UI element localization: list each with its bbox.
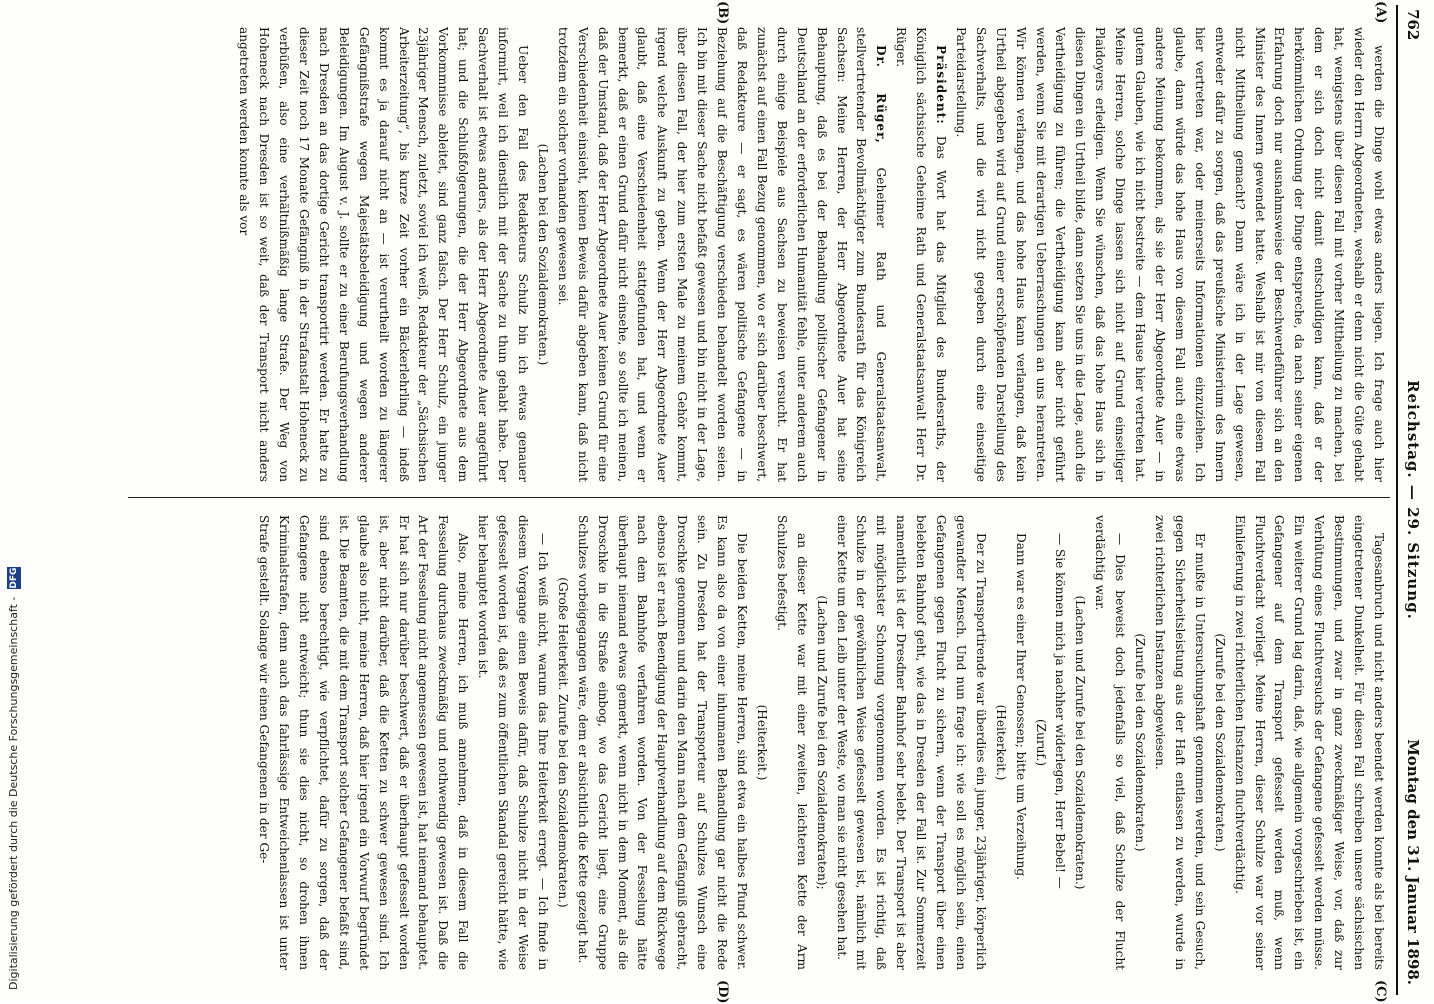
footer-line: [4, 30, 24, 990]
interjection: (Zuruf.): [1033, 718, 1048, 767]
margin-mark-c: (C): [1373, 980, 1388, 1003]
interjection: (Heiterkeit.): [993, 704, 1008, 781]
interjection: (Lachen und Zurufe bei den Sozialdemokraten.): [1073, 595, 1088, 890]
interjection: (Zurufe bei den Sozialdemokraten.): [1212, 633, 1227, 852]
text-paragraph: an dieser Kette war mit einer zweiten, leichteren Kette der Arm Schulzes befestigt.: [774, 515, 809, 970]
margin-mark-b: (B): [715, 1, 730, 25]
text-paragraph: Der zu Transportirende war überdies ein junger, 23jähriger, körperlich gewandter Mensch. Und nun frage ich: wie soll es möglich sein, einen Gefangenen gegen Flucht zu sichern, wenn der Transport über einen belebten Bahnhof geht, wie das in Dresden der Fall ist. Zur Sommerzeit namentlich ist der Dresdner Bahnhof sehr belebt. Der Transport ist aber mit möglichster Schonung vorgenommen worden. Es ist richtig, daß Schulze in der gewöhnlichen Weise gefesselt gewesen ist, nämlich mit einer Kette um den Leib unter der Weste, wo man sie nicht gesehen hat.: [834, 515, 988, 970]
interjection: (Zurufe bei den Sozialdemokraten.): [1133, 633, 1148, 852]
page-number: 762: [1404, 9, 1422, 41]
footer-text: Digitalisierung gefördert durch die Deutsche Forschungsgemeinschaft -: [7, 596, 20, 990]
interjection: (Lachen und Zurufe bei den Sozialdemokraten);: [814, 595, 829, 890]
text-paragraph: Er mußte in Untersuchungshaft genommen werden, und sein Gesuch, gegen Sicherheitsleistung aus der Haft entlassen zu werden, wurde in zwei richterlichen Instanzen abgewiesen.: [1153, 515, 1207, 970]
text-paragraph: Ueber den Fall des Redakteurs Schulz bin ich etwas genauer informirt, weil ich dienstlich mit der Sache zu thun gehabt habe. Der Sachverhalt ist etwas anders, als der Herr Abgeordnete Auer angeführt hat; und die Schlußfolgerungen, die der Herr Abgeordnete aus dem Vorkommnisse ableitet, sind ganz falsch. Der Herr Schulz, ein junger 23jähriger Mensch, zuletzt, soviel ich weiß, Redakteur der „Sächsischen Arbeiterzeitung“, bis kurze Zeit vorher ein Bäckerlehrling — indeß kommt es ja darauf nicht an — ist verurtheilt worden zu längerer Gefängnißstrafe wegen Majestätsbeleidigung und wegen anderer Beleidigungen. Im August v. J. sollte er zu einer Berufungsverhandlung nach Dresden an das dortige Gericht transportirt werden. Er hatte zu dieser Zeit noch 17 Monate Gefängniß in der Strafanstalt Hoheneck zu verbüßen, also eine verhältnißmäßig lange Strafe. Der Weg von Hoheneck nach Dresden ist so weit, daß der Transport nicht anders angetreten werden konnte als vor: [237, 27, 531, 482]
text-paragraph: Tagesanbruch und nicht anders beendet werden konnte als bei bereits eingetretener Dunkelheit. Für diesen Fall schreiben unsere sächsischen Bestimmungen, und zwar in ganz zweckmäßiger Weise, vor, daß zur Verhütung eines Fluchtversuchs der Gefangene gefesselt werden müsse. Ein weiterer Grund lag darin, daß, wie allgemein vorgeschrieben ist, ein Gefangener auf dem Transport gefesselt werden muß, wenn Fluchtverdacht vorliegt. Meine Herren, dieser Schulze war vor seiner Einlieferung in zwei richterlichen Instanzen fluchtverdächtig.: [1232, 515, 1386, 970]
text-paragraph: Dann war es einer Ihrer Genossen; bitte um Verzeihung.: [1013, 533, 1028, 880]
margin-mark-d: (D): [715, 980, 730, 1004]
page-header: [1396, 5, 1430, 995]
speech-text: Geheimer Rath und Generalstaatsanwalt, stellvertretender Bevollmächtigter zum Bundesrath für das Königreich Sachsen: Meine Herren, der Herr Abgeordnete Auer hat seine Behauptung, daß es bei der Behandlung politischer Gefangener in Deutschland an der erforderlichen Humanität fehle, unter anderem auch durch einige Beispiele aus Sachsen zu beweisen versucht. Er hat zunächst auf einen Fall Bezug genommen, wo er sich darüber beschwert, daß Redakteure — er sagt, es wären politische Gefangene — in Beziehung auf die Beschäftigung verschieden behandelt worden seien. Ich bin mit dieser Sache nicht befaßt gewesen und bin nicht in der Lage, über diesen Fall, der hier zum ersten Male zu meinem Gehör kommt, irgend welche Auskunft zu geben. Wenn der Herr Abgeordnete Auer glaubt, daß eine Verschiedenheit stattgefunden hat, und wenn er bemerkt, daß er einen Grund dafür nicht einsehe, so sollte ich meinen, daß der Umstand, daß der Herr Abgeordnete Auer keinen Grund für eine Verschiedenheit einsieht, keinen Beweis dafür abgeben kann, daß nicht trotzdem ein solcher vorhanden gewesen sei.: [555, 27, 889, 482]
text-paragraph: Die beiden Ketten, meine Herren, sind etwa ein halbes Pfund schwer. Es kann also da von einer inhumanen Behandlung gar nicht die Rede sein. Zu Dresden hat der Transporteur auf Schulzes Wunsch eine Droschke genommen und darin den Mann nach dem Gefängniß gebracht, ebenso ist er nach Beendigung der Hauptverhandlung auf dem Rückwege nach dem Bahnhofe verfahren worden. Von der Fesselung hätte überhaupt niemand etwas gemerkt, wenn nicht in dem Moment, als die Droschke in die Straße einbog, wo das Gericht liegt, eine Gruppe Schulzes vorbeigegangen wäre, dem er absichtlich die Kette gezeigt hat.: [575, 515, 749, 970]
speaker-name: Dr. Rüger,: [874, 45, 889, 144]
dfg-logo: DFG: [9, 567, 19, 589]
interjection: (Große Heiterkeit. Zurufe bei den Sozialdemokraten.): [555, 577, 570, 908]
margin-mark-a: (A): [1373, 1, 1388, 24]
header-date: Montag den 31. Januar 1898.: [1404, 739, 1422, 985]
text-paragraph: — Ich weiß nicht, warum das Ihre Heiterkeit erregt. — Ich finde in diesem Vorgange einen Beweis dafür, daß Schulze nicht in der Weise gefesselt worden ist, daß es zum öffentlichen Skandal gereicht hätte, wie hier behauptet worden ist.: [476, 515, 550, 970]
text-paragraph: Also, meine Herren, ich muß annehmen, daß in diesem Fall die Fesselung durchaus zweckmäßig und nothwendig gewesen ist. Daß die Art der Fesselung nicht angemessen gewesen ist, hat niemand behauptet. Er hat sich nur darüber beschwert, daß er überhaupt gefesselt worden ist, aber nicht darüber, daß die Ketten zu schwer gewesen sind. Ich glaube also nicht, meine Herren, daß hier irgend ein Vorwurf begründet ist. Die Beamten, die mit dem Transport solcher Gefangener befaßt sind, sind ebenso berechtigt, wie verpflichtet, dafür zu sorgen, daß der Gefangene nicht entweicht; thun sie dies nicht, so drohen ihnen Kriminalstrafen, denn auch das fahrlässige Entweichenlassen ist unter Strafe gestellt. Solange wir einen Gefangenen in der Ge-: [257, 515, 471, 970]
column-divider: [128, 497, 1390, 498]
text-paragraph: — Dies beweist doch jedenfalls so viel, daß Schulze der Flucht verdächtig war.: [1093, 515, 1128, 970]
speaker-name: Präsident:: [934, 45, 949, 125]
left-column: [128, 27, 1388, 482]
interjection: (Heiterkeit.): [754, 704, 769, 781]
speech-paragraph: [890, 27, 950, 482]
header-title: Reichstag. — 29. Sitzung.: [1404, 380, 1422, 620]
interjection: (Lachen bei den Sozialdemokraten.): [535, 143, 550, 366]
rotated-document-page: [100, 1, 1430, 1004]
text-paragraph: — Sie können mich ja nachher widerlegen, Herr Bebel! —: [1053, 533, 1068, 889]
footer: [2, 0, 24, 1000]
text-paragraph: werden die Dinge wohl etwas anders liegen. Ich frage auch hier wieder den Herrn Abgeordneten, weshalb er denn nicht die Güte gehabt hat, wenigstens über diesen Fall mit vorher Mittheilung zu machen, bei dem er sich doch nicht damit entschuldigen kann, daß er der herkömmlichen Ordnung der Dinge entspreche, da nach seiner eigenen Erfahrung doch nur ausnahmsweise der Beschwerdeführer sich an den Minister des Innern gewendet hatte. Weshalb ist mir von diesem Fall nicht Mittheilung gemacht? Dann wäre ich in der Lage gewesen, entweder dafür zu sorgen, daß das preußische Ministerium des Innern hier vertreten war, oder meinerseits Informationen einzuziehen. Ich glaube, dann würde das hohe Haus von diesem Fall auch eine etwas andere Meinung bekommen, als sie der Herr Abgeordnete Auer — in gutem Glauben, wie ich nicht bestreite — dem Hause hier vertreten hat. Meine Herren, solche Dinge lassen sich nicht auf Grund einseitiger Plaidoyers erledigen. Wenn Sie wünschen, daß das hohe Haus sich in diesen Dingen ein Urtheil bilde, dann setzen Sie uns in die Lage, auch die Vertheidigung zu führen; die Vertheidigung kann aber nicht geführt werden, wenn Sie mit derartigen Ueberraschungen an uns herantreten. Wir können verlangen, und das hohe Haus kann verlangen, daß kein Urtheil abgegeben wird auf Grund einer erschöpfenden Darstellung des Sachverhalts, und die wird nicht gegeben durch eine einseitige Parteidarstellung.: [953, 27, 1386, 482]
right-column: [128, 515, 1388, 970]
speech-paragraph: [552, 27, 890, 482]
speech-text: Das Wort hat das Mitglied des Bundesraths, der Königlich sächsische Geheime Rath und Generalstaatsanwalt Herr Dr. Rüger.: [894, 27, 949, 482]
